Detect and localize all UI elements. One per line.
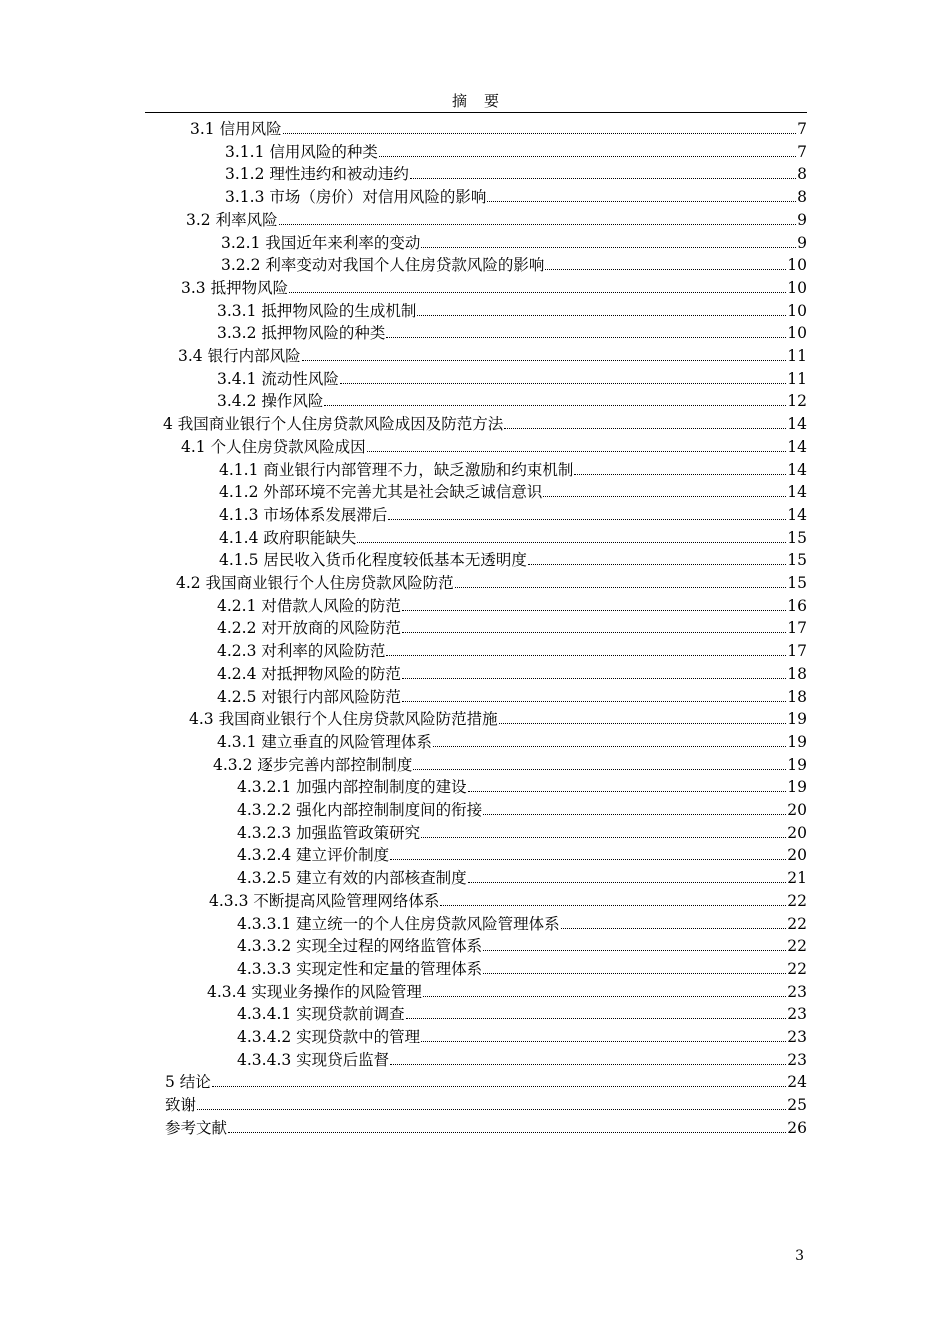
toc-entry-page: 23 (787, 1005, 807, 1024)
toc-entry-page: 15 (787, 528, 807, 547)
toc-entry-title: 参考文献 (165, 1118, 228, 1137)
toc-dot-leader (468, 882, 787, 883)
toc-dot-leader (283, 133, 797, 134)
toc-dot-leader (421, 1041, 786, 1042)
toc-entry[interactable] (163, 411, 807, 433)
toc-entry-title: 4.1 个人住房贷款风险成因 (181, 437, 366, 456)
toc-dot-leader (388, 519, 786, 520)
toc-entry-page: 20 (787, 823, 807, 842)
toc-dot-leader (455, 587, 787, 588)
toc-entry-page: 14 (787, 437, 807, 456)
toc-entry[interactable] (237, 933, 807, 955)
toc-entry[interactable] (213, 752, 807, 774)
toc-entry[interactable] (237, 1047, 807, 1069)
toc-entry[interactable] (165, 1115, 807, 1137)
toc-entry[interactable] (217, 320, 807, 342)
toc-entry-page: 10 (787, 278, 807, 297)
toc-dot-leader (402, 678, 786, 679)
toc-dot-leader (386, 337, 786, 338)
toc-entry-title: 4.2.1 对借款人风险的防范 (217, 596, 401, 615)
toc-entry-title: 4.1.3 市场体系发展滞后 (219, 505, 388, 524)
toc-dot-leader (545, 269, 786, 270)
toc-entry-title: 3.2.2 利率变动对我国个人住房贷款风险的影响 (221, 256, 545, 275)
toc-entry-page: 11 (787, 369, 807, 388)
toc-entry[interactable] (217, 729, 807, 751)
toc-entry-page: 26 (787, 1118, 807, 1137)
toc-entry-page: 19 (787, 732, 807, 751)
toc-entry-title: 3.4.2 操作风险 (217, 392, 324, 411)
toc-entry-title: 3.1.3 市场（房价）对信用风险的影响 (225, 188, 487, 207)
toc-dot-leader (487, 201, 796, 202)
toc-entry[interactable] (237, 797, 807, 819)
toc-dot-leader (528, 564, 786, 565)
toc-entry-page: 7 (797, 142, 807, 161)
toc-entry-page: 15 (787, 551, 807, 570)
toc-entry-page: 7 (797, 120, 807, 138)
toc-dot-leader (302, 360, 787, 361)
toc-entry-title: 4.3 我国商业银行个人住房贷款风险防范措施 (189, 710, 498, 729)
toc-dot-leader (440, 905, 786, 906)
toc-entry-page: 18 (787, 687, 807, 706)
toc-entry-title: 4.2.4 对抵押物风险的防范 (217, 664, 401, 683)
toc-entry[interactable] (237, 1001, 807, 1023)
toc-entry[interactable] (176, 570, 807, 592)
toc-entry[interactable] (207, 979, 807, 1001)
toc-entry-title: 4.3.2 逐步完善内部控制制度 (213, 755, 413, 774)
toc-entry-page: 17 (787, 619, 807, 638)
toc-entry-page: 19 (787, 710, 807, 729)
toc-entry-title: 4.1.5 居民收入货币化程度较低基本无透明度 (219, 551, 527, 570)
toc-entry[interactable] (217, 593, 807, 615)
toc-entry[interactable] (181, 434, 807, 456)
toc-dot-leader (289, 292, 786, 293)
toc-entry-page: 22 (787, 959, 807, 978)
toc-dot-leader (212, 1086, 786, 1087)
toc-entry[interactable] (217, 661, 807, 683)
toc-dot-leader (483, 814, 786, 815)
toc-entry-title: 4.3.2.4 建立评价制度 (237, 846, 390, 865)
toc-entry[interactable] (190, 116, 807, 138)
toc-entry-page: 18 (787, 664, 807, 683)
toc-entry-page: 25 (787, 1096, 807, 1115)
toc-entry-page: 9 (797, 233, 807, 252)
toc-dot-leader (379, 156, 796, 157)
page-number: 3 (795, 1248, 804, 1264)
toc-dot-leader (561, 928, 787, 929)
toc-entry-title: 3.1 信用风险 (190, 120, 282, 138)
toc-entry-page: 23 (787, 982, 807, 1001)
toc-entry-title: 4.2.5 对银行内部风险防范 (217, 687, 401, 706)
toc-entry-title: 4.2.2 对开放商的风险防范 (217, 619, 401, 638)
toc-dot-leader (410, 178, 796, 179)
toc-entry-page: 19 (787, 755, 807, 774)
toc-entry[interactable] (217, 388, 807, 410)
toc-dot-leader (413, 769, 786, 770)
toc-entry-title: 4.3.2.2 强化内部控制制度间的衔接 (237, 801, 483, 819)
toc-entry-page: 12 (787, 392, 807, 411)
toc-entry[interactable] (186, 207, 807, 229)
toc-entry-title: 3.3.2 抵押物风险的种类 (217, 324, 386, 343)
toc-entry-title: 3.3.1 抵押物风险的生成机制 (217, 301, 417, 320)
toc-entry-title: 3.1.1 信用风险的种类 (225, 142, 378, 161)
toc-entry-page: 14 (787, 415, 807, 434)
toc-entry-page: 14 (787, 505, 807, 524)
toc-dot-leader (433, 746, 786, 747)
toc-dot-leader (406, 1018, 787, 1019)
toc-entry[interactable] (178, 343, 807, 365)
toc-dot-leader (483, 973, 786, 974)
toc-entry-title: 3.4 银行内部风险 (178, 347, 301, 365)
toc-entry-page: 20 (787, 846, 807, 865)
toc-entry-page: 23 (787, 1050, 807, 1069)
toc-dot-leader (504, 428, 786, 429)
toc-entry-title: 5 结论 (165, 1073, 211, 1092)
toc-entry-title: 4.3.4.3 实现贷后监督 (237, 1050, 390, 1069)
toc-dot-leader (228, 1132, 786, 1133)
toc-dot-leader (340, 383, 786, 384)
toc-entry[interactable] (219, 479, 807, 501)
toc-dot-leader (402, 610, 786, 611)
toc-dot-leader (483, 950, 786, 951)
toc-entry[interactable] (221, 230, 807, 252)
toc-entry-page: 22 (787, 914, 807, 933)
toc-entry-page: 10 (787, 256, 807, 275)
toc-entry[interactable] (217, 638, 807, 660)
toc-entry[interactable] (221, 252, 807, 274)
toc-dot-leader (357, 542, 786, 543)
toc-entry[interactable] (225, 184, 807, 206)
toc-entry[interactable] (209, 888, 807, 910)
toc-entry-page: 10 (787, 301, 807, 320)
toc-entry-page: 21 (787, 869, 807, 888)
toc-entry[interactable] (225, 161, 807, 183)
toc-entry[interactable] (237, 1024, 807, 1046)
page-header-title: 摘 要 (451, 92, 500, 110)
toc-entry-page: 15 (787, 574, 807, 592)
toc-entry[interactable] (237, 842, 807, 864)
toc-entry-page: 23 (787, 1028, 807, 1046)
toc-entry-title: 4.3.4.1 实现贷款前调查 (237, 1005, 405, 1024)
toc-entry-title: 4.3.3.2 实现全过程的网络监管体系 (237, 937, 483, 956)
toc-dot-leader (543, 496, 786, 497)
toc-entry[interactable] (217, 615, 807, 637)
toc-dot-leader (421, 247, 796, 248)
toc-entry-page: 8 (797, 165, 807, 184)
toc-entry-page: 17 (787, 642, 807, 661)
toc-entry-page: 14 (787, 483, 807, 502)
toc-entry-page: 16 (787, 596, 807, 615)
toc-entry[interactable] (189, 706, 807, 728)
toc-dot-leader (390, 1064, 786, 1065)
toc-entry-title: 3.1.2 理性违约和被动违约 (225, 165, 409, 184)
toc-entry-title: 4.2 我国商业银行个人住房贷款风险防范 (176, 574, 454, 592)
toc-entry[interactable] (217, 684, 807, 706)
toc-entry-page: 24 (787, 1073, 807, 1092)
toc-dot-leader (421, 837, 786, 838)
toc-entry-title: 4.3.2.3 加强监管政策研究 (237, 823, 421, 842)
toc-dot-leader (402, 632, 786, 633)
toc-entry-page: 10 (787, 324, 807, 343)
toc-entry[interactable] (219, 525, 807, 547)
toc-dot-leader (386, 655, 786, 656)
toc-entry-title: 3.2 利率风险 (186, 210, 278, 229)
toc-entry-title: 4.3.1 建立垂直的风险管理体系 (217, 732, 432, 751)
toc-entry[interactable] (237, 820, 807, 842)
toc-entry[interactable] (237, 865, 807, 887)
toc-entry[interactable] (165, 1069, 807, 1091)
toc-dot-leader (499, 723, 787, 724)
toc-entry[interactable] (217, 298, 807, 320)
toc-entry-title: 4.1.2 外部环境不完善尤其是社会缺乏诚信意识 (219, 483, 543, 502)
toc-entry-title: 4.3.4.2 实现贷款中的管理 (237, 1028, 421, 1046)
toc-entry[interactable] (225, 139, 807, 161)
toc-entry-title: 4 我国商业银行个人住房贷款风险成因及防范方法 (163, 415, 504, 434)
toc-entry-page: 22 (787, 891, 807, 910)
toc-entry-title: 4.1.4 政府职能缺失 (219, 528, 357, 547)
toc-entry[interactable] (237, 774, 807, 796)
toc-entry-title: 4.3.3.1 建立统一的个人住房贷款风险管理体系 (237, 914, 560, 933)
toc-dot-leader (197, 1109, 786, 1110)
toc-entry-title: 3.2.1 我国近年来利率的变动 (221, 233, 421, 252)
toc-entry[interactable] (219, 547, 807, 569)
toc-entry-title: 4.2.3 对利率的风险防范 (217, 642, 386, 661)
toc-entry-page: 20 (787, 801, 807, 819)
toc-dot-leader (279, 224, 797, 225)
toc-entry[interactable] (165, 1092, 807, 1114)
toc-dot-leader (423, 996, 786, 997)
toc-entry-title: 3.4.1 流动性风险 (217, 369, 339, 388)
toc-entry-title: 3.3 抵押物风险 (181, 278, 289, 297)
toc-entry-page: 8 (797, 188, 807, 207)
toc-entry-page: 9 (797, 210, 807, 229)
toc-dot-leader (367, 451, 787, 452)
toc-dot-leader (468, 791, 787, 792)
header-divider (145, 112, 807, 113)
toc-entry[interactable] (217, 366, 807, 388)
toc-entry-page: 19 (787, 778, 807, 797)
toc-dot-leader (417, 315, 786, 316)
toc-entry[interactable] (219, 502, 807, 524)
toc-entry-title: 4.3.2.1 加强内部控制制度的建设 (237, 778, 467, 797)
toc-entry-title: 4.3.2.5 建立有效的内部核查制度 (237, 869, 467, 888)
toc-dot-leader (390, 859, 786, 860)
toc-entry[interactable] (237, 956, 807, 978)
toc-entry-title: 4.3.3.3 实现定性和定量的管理体系 (237, 959, 483, 978)
toc-entry[interactable] (181, 275, 807, 297)
toc-dot-leader (402, 701, 786, 702)
toc-entry-page: 22 (787, 937, 807, 956)
toc-entry-title: 4.1.1 商业银行内部管理不力，缺乏激励和约束机制 (219, 460, 574, 479)
toc-entry-page: 11 (787, 347, 807, 365)
toc-entry-title: 4.3.4 实现业务操作的风险管理 (207, 982, 422, 1001)
toc-entry-title: 4.3.3 不断提高风险管理网络体系 (209, 891, 440, 910)
toc-dot-leader (324, 405, 786, 406)
toc-entry[interactable] (219, 457, 807, 479)
toc-dot-leader (574, 474, 786, 475)
toc-entry-page: 14 (787, 460, 807, 479)
toc-entry[interactable] (237, 911, 807, 933)
toc-entry-title: 致谢 (165, 1096, 197, 1115)
